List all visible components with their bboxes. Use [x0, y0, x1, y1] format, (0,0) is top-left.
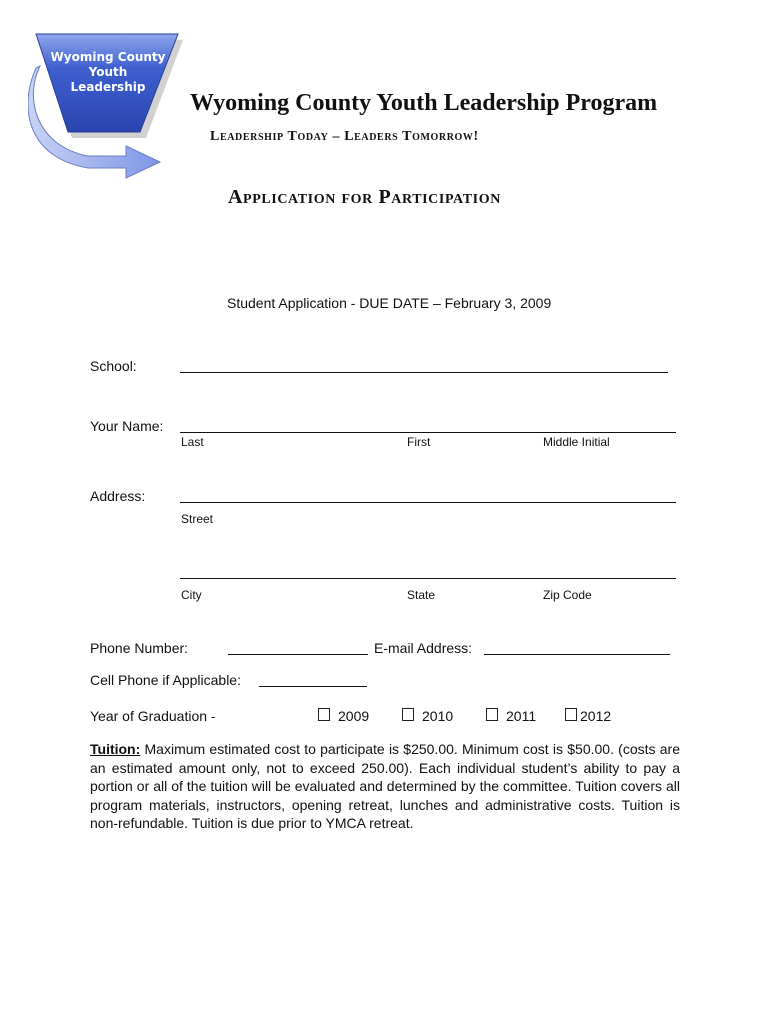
- grad-2011-label: 2011: [506, 708, 537, 724]
- name-middle-caption: Middle Initial: [543, 435, 610, 449]
- street-caption: Street: [181, 512, 214, 526]
- address-label: Address:: [90, 488, 146, 504]
- tuition-paragraph: [90, 740, 680, 833]
- cell-phone-label: Cell Phone if Applicable:: [90, 672, 241, 688]
- grad-2011-checkbox[interactable]: [486, 708, 498, 721]
- logo-line: Leadership: [70, 80, 146, 94]
- school-label: School:: [90, 358, 137, 374]
- tuition-text: Maximum estimated cost to participate is $250.00. Minimum cost is $50.00. (costs are an estimated amount only, not to exceed 250.00). Each individual student’s ability to pay a portion or all of the tuition will be evaluated and determined by the committee. Tuition covers all program materials, instructors, opening retreat, lunches and administrative costs. Tuition is non-refundable. Tuition is due prior to YMCA retreat.: [90, 741, 680, 831]
- program-title: Wyoming County Youth Leadership Program: [190, 90, 658, 116]
- grad-2010-label: 2010: [422, 708, 454, 724]
- due-date: Student Application - DUE DATE – February 3, 2009: [227, 295, 552, 311]
- form-title: Application for Participation: [228, 186, 501, 208]
- city-state-zip-field[interactable]: [180, 578, 676, 579]
- school-field[interactable]: [180, 372, 668, 373]
- grad-2010-checkbox[interactable]: [402, 708, 414, 721]
- grad-2009-label: 2009: [338, 708, 370, 724]
- state-caption: State: [407, 588, 436, 602]
- logo-line: Wyoming County: [50, 50, 166, 64]
- name-field[interactable]: [180, 432, 676, 433]
- logo-line: Youth: [88, 65, 128, 79]
- logo-text: [36, 50, 180, 95]
- tagline: Leadership Today – Leaders Tomorrow!: [210, 129, 479, 144]
- city-caption: City: [181, 588, 202, 602]
- phone-field[interactable]: [228, 654, 368, 655]
- cell-phone-field[interactable]: [259, 686, 367, 687]
- name-last-caption: Last: [181, 435, 204, 449]
- graduation-label: Year of Graduation -: [90, 708, 216, 724]
- email-label: E-mail Address:: [374, 640, 473, 656]
- email-field[interactable]: [484, 654, 670, 655]
- street-field[interactable]: [180, 502, 676, 503]
- name-first-caption: First: [407, 435, 431, 449]
- grad-2012-label: 2012: [580, 708, 612, 724]
- name-label: Your Name:: [90, 418, 164, 434]
- grad-2012-checkbox[interactable]: [565, 708, 577, 721]
- zip-caption: Zip Code: [543, 588, 592, 602]
- phone-label: Phone Number:: [90, 640, 189, 656]
- tuition-heading: Tuition:: [90, 741, 141, 757]
- grad-2009-checkbox[interactable]: [318, 708, 330, 721]
